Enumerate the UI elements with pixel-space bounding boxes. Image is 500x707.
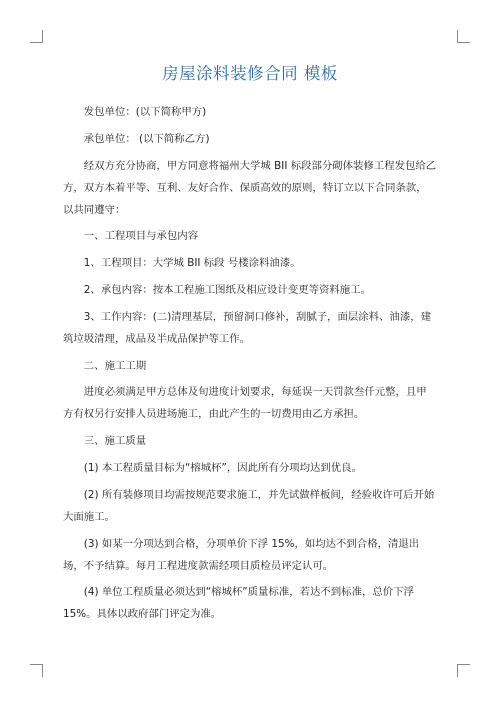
crop-mark-top-right <box>457 30 470 43</box>
contractor-line: 发包单位：(以下简称甲方) <box>83 106 207 118</box>
crop-mark-bottom-left <box>30 664 43 677</box>
document-title: 房屋涂料装修合同 模板 <box>162 64 338 83</box>
crop-mark-top-left <box>30 30 43 43</box>
clause-paragraph: (4) 单位工程质量必须达到“榕城杯”质量标准，若达不到标准，总价下浮 15%。具体以政府部门评定为准。 <box>63 586 414 621</box>
document-body <box>63 101 437 630</box>
section-heading: 二、施工工期 <box>83 359 147 372</box>
clause-paragraph: (3) 如某一分项达到合格，分项单价下浮 15%，如均达不到合格，清退出场，不予结算。每月工程进度款需经项目质检员评定认可。 <box>63 537 420 572</box>
clause-paragraph: 进度必须满足甲方总体及旬进度计划要求，每延误一天罚款叁仟元整，且甲方有权另行安排人员进场施工，由此产生的一切费用由乙方承担。 <box>63 386 427 421</box>
section-heading: 一、工程项目与承包内容 <box>83 230 199 243</box>
crop-mark-bottom-right <box>457 664 470 677</box>
clause-paragraph: 1、工程项目：大学城 BII 标段 号楼涂料油漆。 <box>83 257 301 270</box>
subcontractor-line: 承包单位： (以下简称乙方) <box>83 132 210 145</box>
clause-paragraph: (2) 所有装修项目均需按规范要求施工，并先试做样板间，经验收许可后开始大面施工。 <box>63 488 435 523</box>
preamble-paragraph: 经双方充分协商，甲方同意将福州大学城 BII 标段部分砌体装修工程发包给乙方，双方本着平等、互利、友好合作、保质高效的原则，特订立以下合同条款，以共同遵守： <box>63 159 437 216</box>
clause-paragraph: 2、承包内容：按本工程施工图纸及相应设计变更等资料施工。 <box>83 283 371 296</box>
clause-paragraph: 3、工作内容：(二)清理基层，预留洞口修补，刮腻子，面层涂料、油漆，建筑垃圾清理，成品及半成品保护等工作。 <box>63 310 432 345</box>
section-heading: 三、施工质量 <box>83 435 147 448</box>
clause-paragraph: (1) 本工程质量目标为“榕城杯”，因此所有分项均达到优良。 <box>83 461 362 474</box>
